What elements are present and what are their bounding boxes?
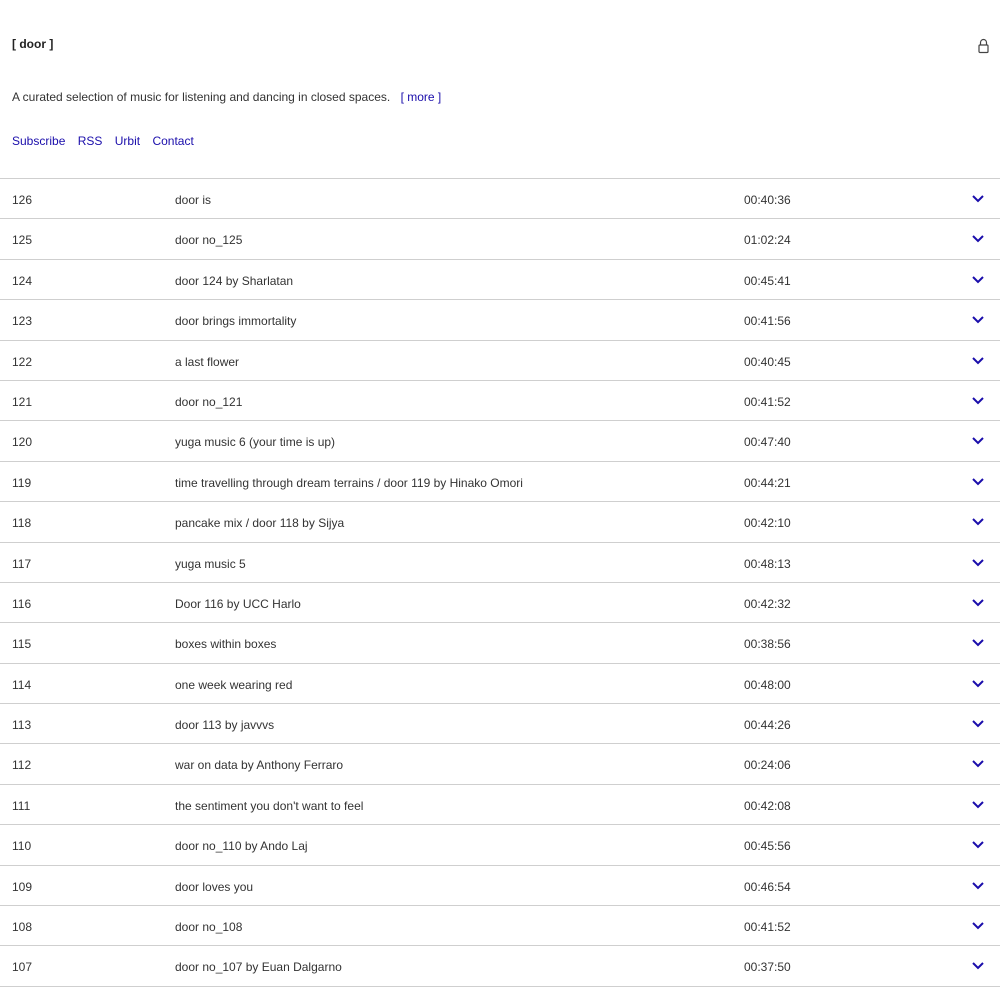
- chevron-down-icon[interactable]: [971, 840, 985, 850]
- episode-title[interactable]: yuga music 5: [175, 556, 246, 571]
- episode-title[interactable]: the sentiment you don't want to feel: [175, 798, 364, 813]
- episode-title[interactable]: door no_108: [175, 920, 243, 935]
- episode-number: 124: [12, 273, 33, 288]
- episode-duration: 00:41:52: [744, 394, 791, 409]
- episode-title[interactable]: yuga music 6 (your time is up): [175, 435, 336, 450]
- episode-number: 119: [12, 475, 32, 490]
- chevron-down-icon[interactable]: [971, 679, 985, 689]
- episode-number: 125: [12, 233, 33, 248]
- chevron-down-icon[interactable]: [971, 719, 985, 729]
- episode-duration: 01:02:24: [744, 233, 791, 248]
- episode-row[interactable]: [0, 825, 1000, 865]
- chevron-down-icon[interactable]: [971, 234, 985, 244]
- chevron-down-icon[interactable]: [971, 961, 985, 971]
- chevron-down-icon[interactable]: [971, 921, 985, 931]
- episode-title[interactable]: door no_110 by Ando Laj: [175, 839, 308, 854]
- episode-row[interactable]: [0, 381, 1000, 421]
- episode-number: 108: [12, 920, 33, 935]
- chevron-down-icon[interactable]: [971, 881, 985, 891]
- episode-number: 112: [12, 758, 32, 773]
- episode-number: 110: [12, 839, 32, 854]
- episode-row[interactable]: [0, 664, 1000, 704]
- episode-number: 116: [12, 596, 32, 611]
- nav-link-urbit[interactable]: Urbit: [114, 134, 141, 148]
- more-link[interactable]: [ more ]: [400, 90, 442, 104]
- episode-title[interactable]: door 124 by Sharlatan: [175, 273, 294, 288]
- chevron-down-icon[interactable]: [971, 436, 985, 446]
- chevron-down-icon[interactable]: [971, 477, 985, 487]
- episode-row[interactable]: [0, 583, 1000, 623]
- chevron-down-icon[interactable]: [971, 396, 985, 406]
- episode-list: [0, 178, 1000, 987]
- episode-number: 109: [12, 879, 33, 894]
- chevron-down-icon[interactable]: [971, 800, 985, 810]
- episode-number: 123: [12, 314, 33, 329]
- chevron-down-icon[interactable]: [971, 759, 985, 769]
- nav-link-subscribe[interactable]: Subscribe: [12, 134, 66, 148]
- episode-number: 117: [12, 556, 32, 571]
- episode-row[interactable]: [0, 260, 1000, 300]
- nav-link-rss[interactable]: RSS: [77, 134, 103, 148]
- episode-duration: 00:47:40: [744, 435, 791, 450]
- episode-number: 114: [12, 677, 32, 692]
- site-title[interactable]: [ door ]: [12, 37, 54, 51]
- episode-duration: 00:42:08: [744, 798, 791, 813]
- episode-number: 107: [12, 960, 33, 975]
- episode-row[interactable]: [0, 906, 1000, 946]
- episode-title[interactable]: door no_121: [175, 394, 243, 409]
- episode-row[interactable]: [0, 543, 1000, 583]
- lock-icon[interactable]: [977, 38, 990, 54]
- episode-duration: 00:40:45: [744, 354, 791, 369]
- episode-duration: 00:44:26: [744, 718, 791, 733]
- episode-duration: 00:37:50: [744, 960, 791, 975]
- episode-duration: 00:44:21: [744, 475, 791, 490]
- episode-number: 122: [12, 354, 33, 369]
- site-description: [12, 90, 441, 104]
- episode-title[interactable]: door loves you: [175, 879, 254, 894]
- episode-title[interactable]: Door 116 by UCC Harlo: [175, 596, 301, 611]
- chevron-down-icon[interactable]: [971, 558, 985, 568]
- episode-number: 113: [12, 718, 32, 733]
- episode-row[interactable]: [0, 785, 1000, 825]
- episode-number: 118: [12, 516, 32, 531]
- episode-title[interactable]: boxes within boxes: [175, 637, 277, 652]
- episode-row[interactable]: [0, 219, 1000, 259]
- chevron-down-icon[interactable]: [971, 598, 985, 608]
- episode-row[interactable]: [0, 502, 1000, 542]
- episode-title[interactable]: a last flower: [175, 354, 240, 369]
- episode-title[interactable]: door no_107 by Euan Dalgarno: [175, 960, 342, 975]
- episode-duration: 00:41:56: [744, 314, 791, 329]
- chevron-down-icon[interactable]: [971, 638, 985, 648]
- episode-row[interactable]: [0, 744, 1000, 784]
- episode-row[interactable]: [0, 462, 1000, 502]
- episode-title[interactable]: time travelling through dream terrains / door 119 by Hinako Omori: [175, 475, 523, 490]
- episode-duration: 00:41:52: [744, 920, 791, 935]
- episode-title[interactable]: door brings immortality: [175, 314, 297, 329]
- episode-duration: 00:45:41: [744, 273, 791, 288]
- episode-title[interactable]: pancake mix / door 118 by Sijya: [175, 516, 345, 531]
- chevron-down-icon[interactable]: [971, 275, 985, 285]
- episode-duration: 00:48:13: [744, 556, 791, 571]
- episode-row[interactable]: [0, 300, 1000, 340]
- chevron-down-icon[interactable]: [971, 315, 985, 325]
- episode-row[interactable]: [0, 704, 1000, 744]
- chevron-down-icon[interactable]: [971, 356, 985, 366]
- episode-row[interactable]: [0, 421, 1000, 461]
- description-text: A curated selection of music for listening and dancing in closed spaces.: [12, 90, 391, 104]
- episode-duration: 00:42:10: [744, 516, 791, 531]
- episode-row[interactable]: [0, 341, 1000, 381]
- episode-title[interactable]: one week wearing red: [175, 677, 293, 692]
- episode-title[interactable]: door 113 by javvvs: [175, 718, 275, 733]
- episode-number: 115: [12, 637, 32, 652]
- episode-duration: 00:38:56: [744, 637, 791, 652]
- episode-row[interactable]: [0, 946, 1000, 986]
- episode-row[interactable]: [0, 866, 1000, 906]
- episode-duration: 00:42:32: [744, 596, 791, 611]
- episode-duration: 00:48:00: [744, 677, 791, 692]
- chevron-down-icon[interactable]: [971, 194, 985, 204]
- episode-number: 111: [12, 798, 31, 813]
- episode-duration: 00:45:56: [744, 839, 791, 854]
- nav-links: [12, 134, 203, 148]
- episode-row[interactable]: [0, 623, 1000, 663]
- episode-title[interactable]: war on data by Anthony Ferraro: [175, 758, 344, 773]
- episode-number: 121: [12, 394, 33, 409]
- chevron-down-icon[interactable]: [971, 517, 985, 527]
- episode-row[interactable]: [0, 179, 1000, 219]
- nav-link-contact[interactable]: Contact: [152, 134, 194, 148]
- episode-title[interactable]: door is: [175, 193, 212, 207]
- episode-duration: 00:24:06: [744, 758, 791, 773]
- episode-duration: 00:46:54: [744, 879, 791, 894]
- episode-number: 126: [12, 193, 33, 207]
- episode-number: 120: [12, 435, 33, 450]
- episode-title[interactable]: door no_125: [175, 233, 243, 248]
- episode-duration: 00:40:36: [744, 193, 791, 207]
